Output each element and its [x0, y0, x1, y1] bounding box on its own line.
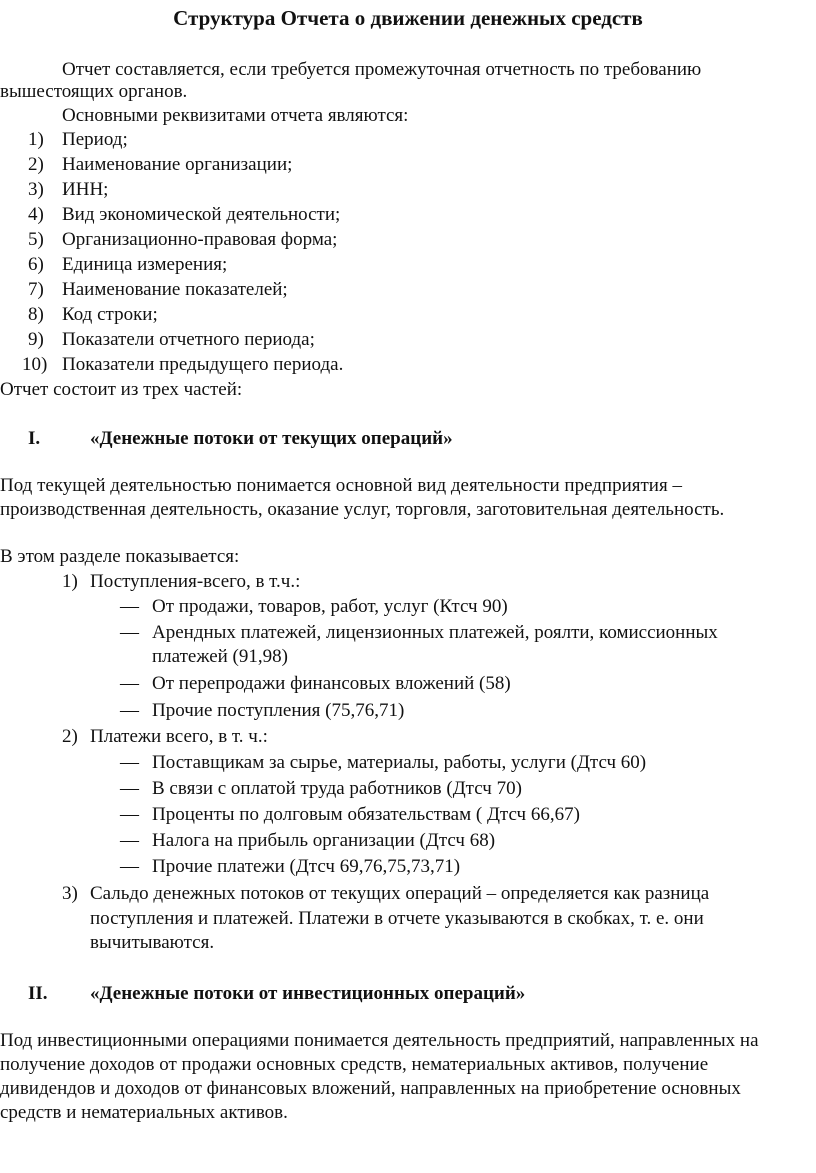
sub-item-text: От перепродажи финансовых вложений (58)	[152, 673, 511, 694]
section-shows-lead: В этом разделе показывается:	[0, 546, 240, 567]
dash-bullet: —	[120, 700, 139, 721]
list-text: Поступления-всего, в т.ч.:	[90, 571, 301, 592]
section-desc-line-3: дивидендов и доходов от финансовых вложений, направленных на приобретение основных	[0, 1078, 741, 1099]
sub-item-text: Проценты по долговым обязательствам ( Дтсч 66,67)	[152, 804, 580, 825]
list-text: ИНН;	[62, 179, 109, 200]
list-text: Наименование показателей;	[62, 279, 288, 300]
sub-item-text: От продажи, товаров, работ, услуг (Ктсч 90)	[152, 596, 508, 617]
dash-bullet: —	[120, 830, 139, 851]
list-text: Сальдо денежных потоков от текущих операций – определяется как разница	[90, 883, 710, 904]
dash-bullet: —	[120, 596, 139, 617]
list-number: 4)	[28, 204, 44, 225]
list-text: Вид экономической деятельности;	[62, 204, 341, 225]
list-text: Показатели отчетного периода;	[62, 329, 315, 350]
section-heading: «Денежные потоки от текущих операций»	[90, 428, 453, 449]
list-text: вычитываются.	[90, 932, 215, 953]
dash-bullet: —	[120, 804, 139, 825]
list-number: 1)	[62, 571, 78, 592]
list-number: 3)	[62, 883, 78, 904]
dash-bullet: —	[120, 752, 139, 773]
intro-line-1: Отчет составляется, если требуется промежуточная отчетность по требованию	[62, 59, 702, 80]
list-text: Единица измерения;	[62, 254, 228, 275]
list-text: Период;	[62, 129, 128, 150]
sub-item-text: Прочие платежи (Дтсч 69,76,75,73,71)	[152, 856, 461, 877]
section-heading: «Денежные потоки от инвестиционных операций»	[90, 983, 526, 1004]
list-number: 9)	[28, 329, 44, 350]
requisites-lead: Основными реквизитами отчета являются:	[62, 105, 409, 126]
sub-item-text: В связи с оплатой труда работников (Дтсч 70)	[152, 778, 522, 799]
sub-item-text: Поставщикам за сырье, материалы, работы, услуги (Дтсч 60)	[152, 752, 647, 773]
dash-bullet: —	[120, 778, 139, 799]
section-desc-line-1: Под текущей деятельностью понимается основной вид деятельности предприятия –	[0, 475, 682, 496]
intro-line-2: вышестоящих органов.	[0, 81, 188, 102]
list-number: 2)	[62, 726, 78, 747]
section-desc-line-2: производственная деятельность, оказание услуг, торговля, заготовительная деятельность.	[0, 499, 725, 520]
section-desc-line-4: средств и нематериальных активов.	[0, 1102, 288, 1123]
sub-item-text: Налога на прибыль организации (Дтсч 68)	[152, 830, 496, 851]
sub-item-text: платежей (91,98)	[152, 646, 288, 667]
dash-bullet: —	[120, 856, 139, 877]
list-number: 10)	[22, 354, 48, 375]
list-text: Платежи всего, в т. ч.:	[90, 726, 268, 747]
list-text: поступления и платежей. Платежи в отчете указываются в скобках, т. е. они	[90, 908, 704, 929]
sub-item-text: Прочие поступления (75,76,71)	[152, 700, 405, 721]
section-desc-line-1: Под инвестиционными операциями понимается деятельность предприятий, направленных на	[0, 1030, 759, 1051]
list-number: 7)	[28, 279, 44, 300]
list-text: Наименование организации;	[62, 154, 293, 175]
dash-bullet: —	[120, 673, 139, 694]
sub-item-text: Арендных платежей, лицензионных платежей, роялти, комиссионных	[152, 622, 718, 643]
list-text: Организационно-правовая форма;	[62, 229, 338, 250]
list-number: 8)	[28, 304, 44, 325]
parts-lead: Отчет состоит из трех частей:	[0, 379, 243, 400]
list-number: 6)	[28, 254, 44, 275]
dash-bullet: —	[120, 622, 139, 643]
list-text: Показатели предыдущего периода.	[62, 354, 344, 375]
list-number: 5)	[28, 229, 44, 250]
document-title: Структура Отчета о движении денежных средств	[173, 6, 643, 30]
section-number: I.	[28, 428, 41, 449]
section-desc-line-2: получение доходов от продажи основных средств, нематериальных активов, получение	[0, 1054, 709, 1075]
list-number: 3)	[28, 179, 44, 200]
list-number: 2)	[28, 154, 44, 175]
section-number: II.	[28, 983, 48, 1004]
list-text: Код строки;	[62, 304, 158, 325]
list-number: 1)	[28, 129, 44, 150]
